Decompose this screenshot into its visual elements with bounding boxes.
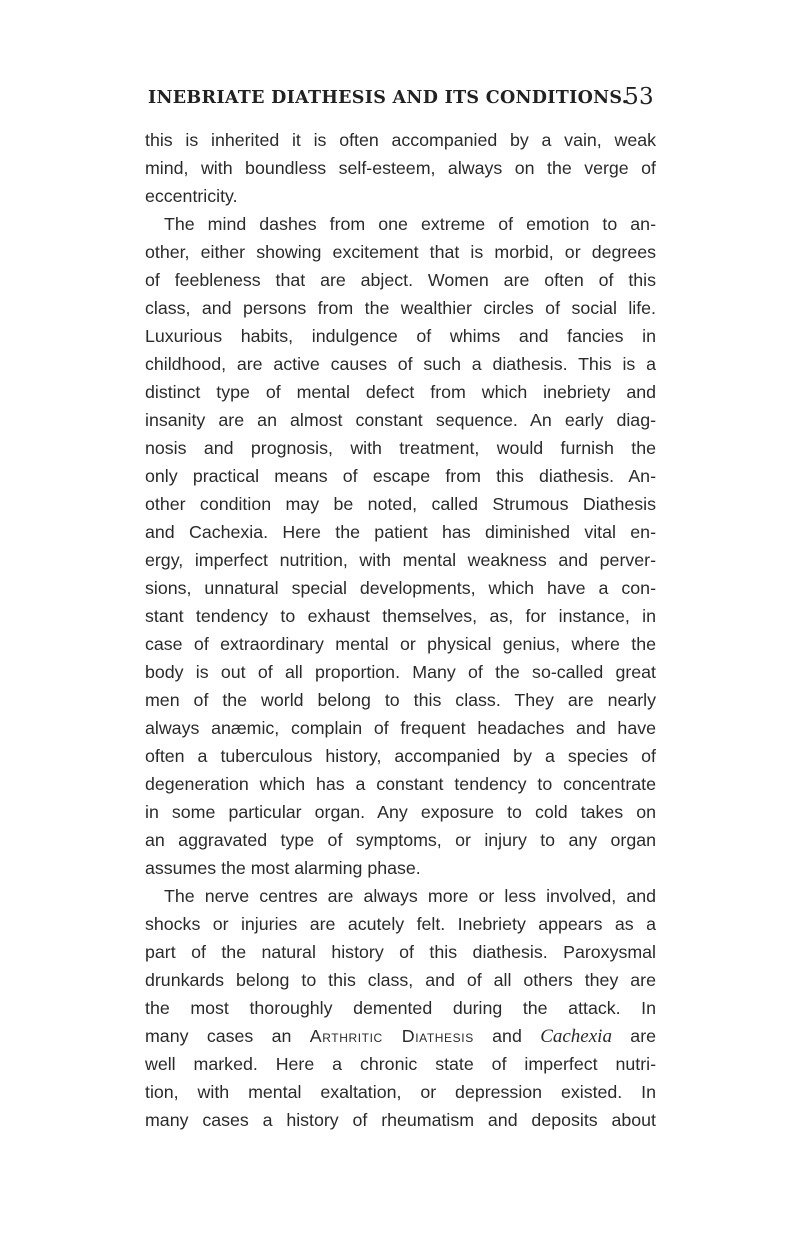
text-line: assumes the most alarming phase.	[145, 858, 421, 878]
page-number: 53	[624, 84, 654, 110]
text-line: The nerve centres are always more or less involved, and	[164, 886, 656, 906]
text-line: always anæmic, complain of frequent headaches and have	[145, 718, 656, 738]
text-line: mind, with boundless self-esteem, always on the verge of	[145, 158, 656, 178]
text-line: many cases a history of rheumatism and deposits about	[145, 1110, 656, 1130]
text-line: other condition may be noted, called Strumous Diathesis	[145, 494, 656, 514]
text-line: in some particular organ. Any exposure to cold takes on	[145, 802, 656, 822]
text-line: case of extraordinary mental or physical genius, where the	[145, 634, 656, 654]
text-line: well marked. Here a chronic state of imperfect nutri-	[145, 1054, 656, 1074]
running-title: INEBRIATE DIATHESIS AND ITS CONDITIONS.	[148, 88, 629, 108]
text-line: class, and persons from the wealthier circles of social life.	[145, 298, 656, 318]
text-run: are	[611, 1026, 657, 1046]
text-run: and	[473, 1026, 541, 1046]
text-line: this is inherited it is often accompanied by a vain, weak	[145, 130, 656, 150]
italic-term: Cachexia	[540, 1026, 612, 1047]
text-line: insanity are an almost constant sequence. An early diag-	[145, 410, 656, 430]
running-head	[148, 84, 654, 112]
text-line: body is out of all proportion. Many of the so-called great	[145, 662, 656, 682]
text-line: nosis and prognosis, with treatment, would furnish the	[145, 438, 656, 458]
text-line: part of the natural history of this diathesis. Paroxysmal	[145, 942, 656, 962]
text-line: distinct type of mental defect from which inebriety and	[145, 382, 656, 402]
text-line: other, either showing excitement that is morbid, or degrees	[145, 242, 656, 262]
text-line: of feebleness that are abject. Women are often of this	[145, 270, 656, 290]
text-line: childhood, are active causes of such a diathesis. This is a	[145, 354, 656, 374]
text-line: the most thoroughly demented during the attack. In	[145, 998, 656, 1018]
text-run: many cases an	[145, 1026, 310, 1046]
text-line-mixed	[145, 1022, 656, 1050]
text-line: and Cachexia. Here the patient has diminished vital en-	[145, 522, 656, 542]
text-line: The mind dashes from one extreme of emotion to an-	[164, 214, 656, 234]
text-line: sions, unnatural special developments, which have a con-	[145, 578, 656, 598]
text-line: often a tuberculous history, accompanied by a species of	[145, 746, 656, 766]
text-line: shocks or injuries are acutely felt. Inebriety appears as a	[145, 914, 656, 934]
body-text	[145, 126, 656, 1134]
text-line: Luxurious habits, indulgence of whims and fancies in	[145, 326, 656, 346]
text-line: tion, with mental exaltation, or depression existed. In	[145, 1082, 656, 1102]
text-line: drunkards belong to this class, and of all others they are	[145, 970, 656, 990]
text-line: only practical means of escape from this diathesis. An-	[145, 466, 656, 486]
text-line: ergy, imperfect nutrition, with mental weakness and perver-	[145, 550, 656, 570]
small-caps-term: Arthritic Diathesis	[309, 1026, 474, 1046]
text-line: degeneration which has a constant tendency to concentrate	[145, 774, 656, 794]
text-line: men of the world belong to this class. They are nearly	[145, 690, 656, 710]
text-line: eccentricity.	[145, 186, 238, 206]
text-line: stant tendency to exhaust themselves, as, for instance, in	[145, 606, 656, 626]
text-line: an aggravated type of symptoms, or injury to any organ	[145, 830, 656, 850]
